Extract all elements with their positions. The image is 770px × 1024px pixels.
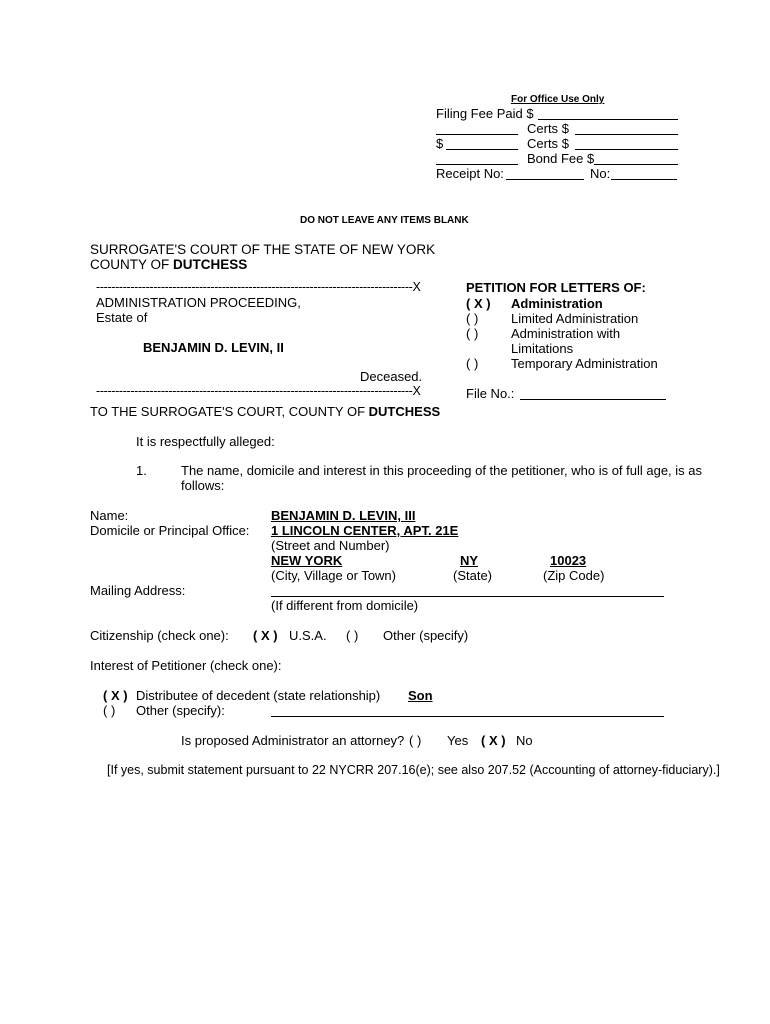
- city-caption: (City, Village or Town): [271, 568, 396, 583]
- interest-other-field[interactable]: [271, 716, 664, 717]
- option-administration-mark[interactable]: ( X ): [466, 296, 491, 311]
- interest-other-mark[interactable]: ( ): [103, 703, 116, 718]
- zip-caption: (Zip Code): [543, 568, 605, 583]
- attorney-yes-mark[interactable]: ( ): [409, 733, 422, 748]
- relationship-value[interactable]: Son: [408, 688, 433, 703]
- para1-line2: follows:: [181, 478, 225, 493]
- interest-label: Interest of Petitioner (check one):: [90, 658, 282, 673]
- mailing-caption: (If different from domicile): [271, 598, 419, 613]
- petition-for-title: PETITION FOR LETTERS OF:: [466, 280, 646, 295]
- attorney-yes-label: Yes: [447, 733, 469, 748]
- no-field[interactable]: [611, 179, 677, 180]
- citizenship-other-label: Other (specify): [383, 628, 469, 643]
- city-value[interactable]: NEW YORK: [271, 553, 343, 568]
- bond-count-field[interactable]: [436, 164, 518, 165]
- file-no-field[interactable]: [520, 399, 666, 400]
- citizenship-usa-mark[interactable]: ( X ): [253, 628, 278, 643]
- citizenship-other-mark[interactable]: ( ): [346, 628, 359, 643]
- citizenship-label: Citizenship (check one):: [90, 628, 229, 643]
- option-temporary-label: Temporary Administration: [511, 356, 658, 371]
- attorney-footnote: [If yes, submit statement pursuant to 22 NYCRR 207.16(e); see also 207.52 (Accounting of attorney-fiduciary).]: [107, 763, 720, 777]
- warning-text: DO NOT LEAVE ANY ITEMS BLANK: [300, 215, 469, 226]
- petitioner-name[interactable]: BENJAMIN D. LEVIN, III: [271, 508, 416, 523]
- filing-fee-label: Filing Fee Paid $: [436, 106, 534, 121]
- court-county: COUNTY OF DUTCHESS: [90, 257, 248, 272]
- certs-count-field-1[interactable]: [436, 134, 518, 135]
- certs-amount-field-1[interactable]: [575, 134, 678, 135]
- attorney-no-label: No: [516, 733, 533, 748]
- distributee-label: Distributee of decedent (state relationship): [136, 688, 381, 703]
- distributee-mark[interactable]: ( X ): [103, 688, 128, 703]
- receipt-no-label: Receipt No:: [436, 166, 504, 181]
- attorney-no-mark[interactable]: ( X ): [481, 733, 506, 748]
- deceased-label: Deceased.: [360, 369, 423, 384]
- option-limited-mark[interactable]: ( ): [466, 311, 479, 326]
- estate-of-label: Estate of: [96, 310, 148, 325]
- file-no-label: File No.:: [466, 386, 515, 401]
- street-caption: (Street and Number): [271, 538, 390, 553]
- street-value[interactable]: 1 LINCOLN CENTER, APT. 21E: [271, 523, 459, 538]
- option-with-limitations-label: Administration with: [511, 326, 621, 341]
- caption-top-rule: -----------------------------------------------------------------------------------X: [96, 280, 421, 294]
- option-administration-label: Administration: [511, 296, 603, 311]
- citizenship-usa-label: U.S.A.: [289, 628, 327, 643]
- certs-label-1: Certs $: [527, 121, 569, 136]
- option-temporary-mark[interactable]: ( ): [466, 356, 479, 371]
- certs-label-2: Certs $: [527, 136, 569, 151]
- mailing-label: Mailing Address:: [90, 583, 186, 598]
- no-label: No:: [590, 166, 611, 181]
- alleged-text: It is respectfully alleged:: [136, 434, 275, 449]
- mailing-address-field[interactable]: [271, 596, 664, 597]
- office-use-heading: For Office Use Only: [511, 94, 605, 105]
- state-caption: (State): [453, 568, 493, 583]
- option-with-limitations-label-cont: Limitations: [511, 341, 574, 356]
- state-value[interactable]: NY: [460, 553, 479, 568]
- proceeding-title: ADMINISTRATION PROCEEDING,: [96, 295, 301, 310]
- option-with-limitations-mark[interactable]: ( ): [466, 326, 479, 341]
- interest-other-label: Other (specify):: [136, 703, 225, 718]
- name-label: Name:: [90, 508, 129, 523]
- dollar-label: $: [436, 136, 444, 151]
- bond-fee-field[interactable]: [594, 164, 678, 165]
- decedent-name: BENJAMIN D. LEVIN, II: [143, 340, 284, 355]
- option-limited-label: Limited Administration: [511, 311, 639, 326]
- attorney-question: Is proposed Administrator an attorney?: [181, 733, 405, 748]
- caption-bottom-rule: -----------------------------------------------------------------------------------X: [96, 384, 421, 398]
- domicile-label: Domicile or Principal Office:: [90, 523, 250, 538]
- bond-fee-label: Bond Fee $: [527, 151, 595, 166]
- certs-amount-field-2[interactable]: [575, 149, 678, 150]
- receipt-no-field[interactable]: [506, 179, 584, 180]
- certs-count-field-2[interactable]: [446, 149, 518, 150]
- to-court-heading: TO THE SURROGATE'S COURT, COUNTY OF DUTCHESS: [90, 404, 441, 419]
- court-name: SURROGATE'S COURT OF THE STATE OF NEW YORK: [90, 242, 436, 257]
- para1-number: 1.: [136, 463, 147, 478]
- filing-fee-field[interactable]: [538, 119, 678, 120]
- zip-value[interactable]: 10023: [550, 553, 587, 568]
- para1-line1: The name, domicile and interest in this proceeding of the petitioner, who is of full age, is as: [181, 463, 703, 478]
